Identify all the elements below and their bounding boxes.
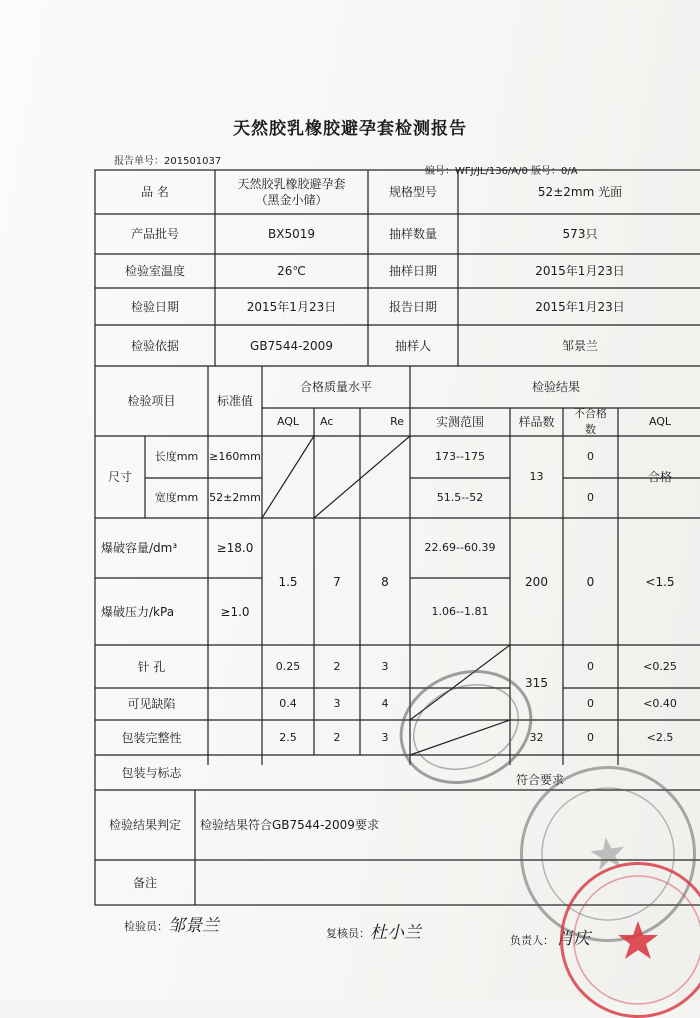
size-label: 尺寸: [107, 470, 132, 484]
length-standard: ≥160mm: [209, 450, 261, 463]
label-marking-result: 符合要求: [515, 773, 564, 787]
pinhole-ac: 2: [333, 659, 341, 673]
width-fail-count: 0: [587, 491, 594, 504]
document-number: 编号：WFJ/JL/136/A/0 版号：0/A: [425, 166, 578, 177]
size-aql-result: 合格: [647, 470, 672, 484]
width-standard: 52±2mm: [209, 491, 261, 504]
label-sample-date: 抽样日期: [388, 264, 437, 278]
col-aql-result: AQL: [648, 415, 672, 428]
spec-value: 52±2mm 光面: [537, 185, 623, 199]
defect-ac: 3: [333, 697, 341, 710]
col-ac: Ac: [320, 415, 334, 428]
conclusion-text: 检验结果符合GB7544-2009要求: [200, 818, 379, 832]
col-range: 实测范围: [435, 415, 484, 429]
reviewer-label: 复核员：: [326, 927, 370, 940]
col-re: Re: [390, 415, 404, 428]
pinhole-re: 3: [381, 659, 389, 673]
label-basis: 检验依据: [130, 338, 179, 353]
remark-label: 备注: [132, 875, 157, 890]
burst-volume-standard: ≥18.0: [216, 541, 254, 555]
col-aql: AQL: [276, 415, 300, 428]
pinhole-label: 针 孔: [137, 659, 166, 674]
label-test-date: 检验日期: [130, 299, 179, 314]
test-date-value: 2015年1月23日: [246, 299, 337, 314]
pack-aql-result: <2.5: [646, 730, 674, 744]
manager-label: 负责人：: [510, 934, 554, 947]
report-date-value: 2015年1月23日: [535, 299, 625, 314]
label-marking-label: 包装与标志: [121, 765, 182, 780]
defect-label: 可见缺陷: [127, 697, 176, 711]
burst-sample-count: 200: [525, 574, 548, 589]
col-quality-level: 合格质量水平: [299, 380, 372, 394]
label-batch: 产品批号: [130, 227, 179, 241]
inspector-signature: 邹景兰: [168, 916, 219, 936]
defect-fail-count: 0: [587, 697, 594, 710]
report-title: 天然胶乳橡胶避孕套检测报告: [233, 119, 467, 139]
sample-date-value: 2015年1月23日: [535, 264, 625, 278]
burst-ac: 7: [333, 574, 341, 589]
label-product-name: 品 名: [141, 185, 169, 199]
burst-aql-result: <1.5: [645, 574, 675, 589]
length-range: 173--175: [435, 450, 485, 463]
size-sample-count: 13: [529, 470, 544, 483]
defect-re: 4: [381, 697, 389, 710]
pinhole-defect-sample-count: 315: [525, 675, 548, 690]
label-sampler: 抽样人: [394, 338, 431, 353]
conclusion-label: 检验结果判定: [108, 818, 181, 832]
col-sample-count: 样品数: [518, 415, 555, 429]
pack-label: 包装完整性: [121, 730, 182, 745]
burst-re: 8: [381, 574, 389, 589]
defect-aql-result: <0.40: [643, 697, 677, 710]
pack-fail-count: 0: [587, 730, 594, 744]
col-fail-count: 不合格数: [574, 407, 607, 436]
burst-pressure-label: 爆破压力/kPa: [101, 604, 175, 619]
product-name: 天然胶乳橡胶避孕套: [237, 177, 346, 191]
label-sample-qty: 抽样数量: [388, 227, 437, 241]
label-spec: 规格型号: [388, 185, 437, 199]
product-name-cell: [215, 170, 368, 214]
burst-volume-range: 22.69--60.39: [424, 541, 496, 554]
burst-aql: 1.5: [278, 574, 298, 589]
pinhole-fail-count: 0: [587, 659, 594, 673]
defect-aql: 0.4: [279, 697, 297, 710]
pinhole-aql-result: <0.25: [643, 659, 677, 673]
batch-value: BX5019: [268, 227, 315, 241]
product-brand: （黑金小储）: [255, 193, 328, 207]
col-results: 检验结果: [531, 380, 580, 394]
width-label: 宽度mm: [154, 491, 199, 504]
basis-value: GB7544-2009: [250, 338, 333, 353]
sampler-value: 邹景兰: [561, 338, 598, 353]
pinhole-aql: 0.25: [275, 659, 301, 673]
room-temp-value: 26℃: [277, 264, 306, 278]
pack-ac: 2: [333, 730, 341, 744]
red-company-seal: [560, 862, 700, 1018]
col-standard: 标准值: [216, 394, 253, 408]
col-test-item: 检验项目: [127, 394, 176, 408]
length-label: 长度mm: [154, 450, 199, 463]
pack-sample-count: 32: [529, 730, 544, 744]
manager-signature: 肖庆: [556, 929, 590, 949]
width-range: 51.5--52: [436, 491, 484, 504]
pack-re: 3: [381, 730, 389, 744]
reviewer-signature: 杜小兰: [370, 923, 421, 943]
burst-pressure-standard: ≥1.0: [220, 604, 250, 619]
sample-qty-value: 573只: [562, 227, 598, 241]
burst-volume-label: 爆破容量/dm³: [101, 541, 178, 555]
report-number: 报告单号：201501037: [114, 156, 222, 167]
inspector-label: 检验员：: [124, 920, 168, 933]
burst-pressure-range: 1.06--1.81: [431, 604, 489, 618]
label-room-temp: 检验室温度: [124, 264, 185, 278]
burst-fail-count: 0: [586, 574, 595, 589]
label-report-date: 报告日期: [388, 299, 437, 314]
red-seal-art: [563, 865, 700, 1015]
length-fail-count: 0: [587, 450, 594, 463]
pack-aql: 2.5: [279, 730, 297, 744]
